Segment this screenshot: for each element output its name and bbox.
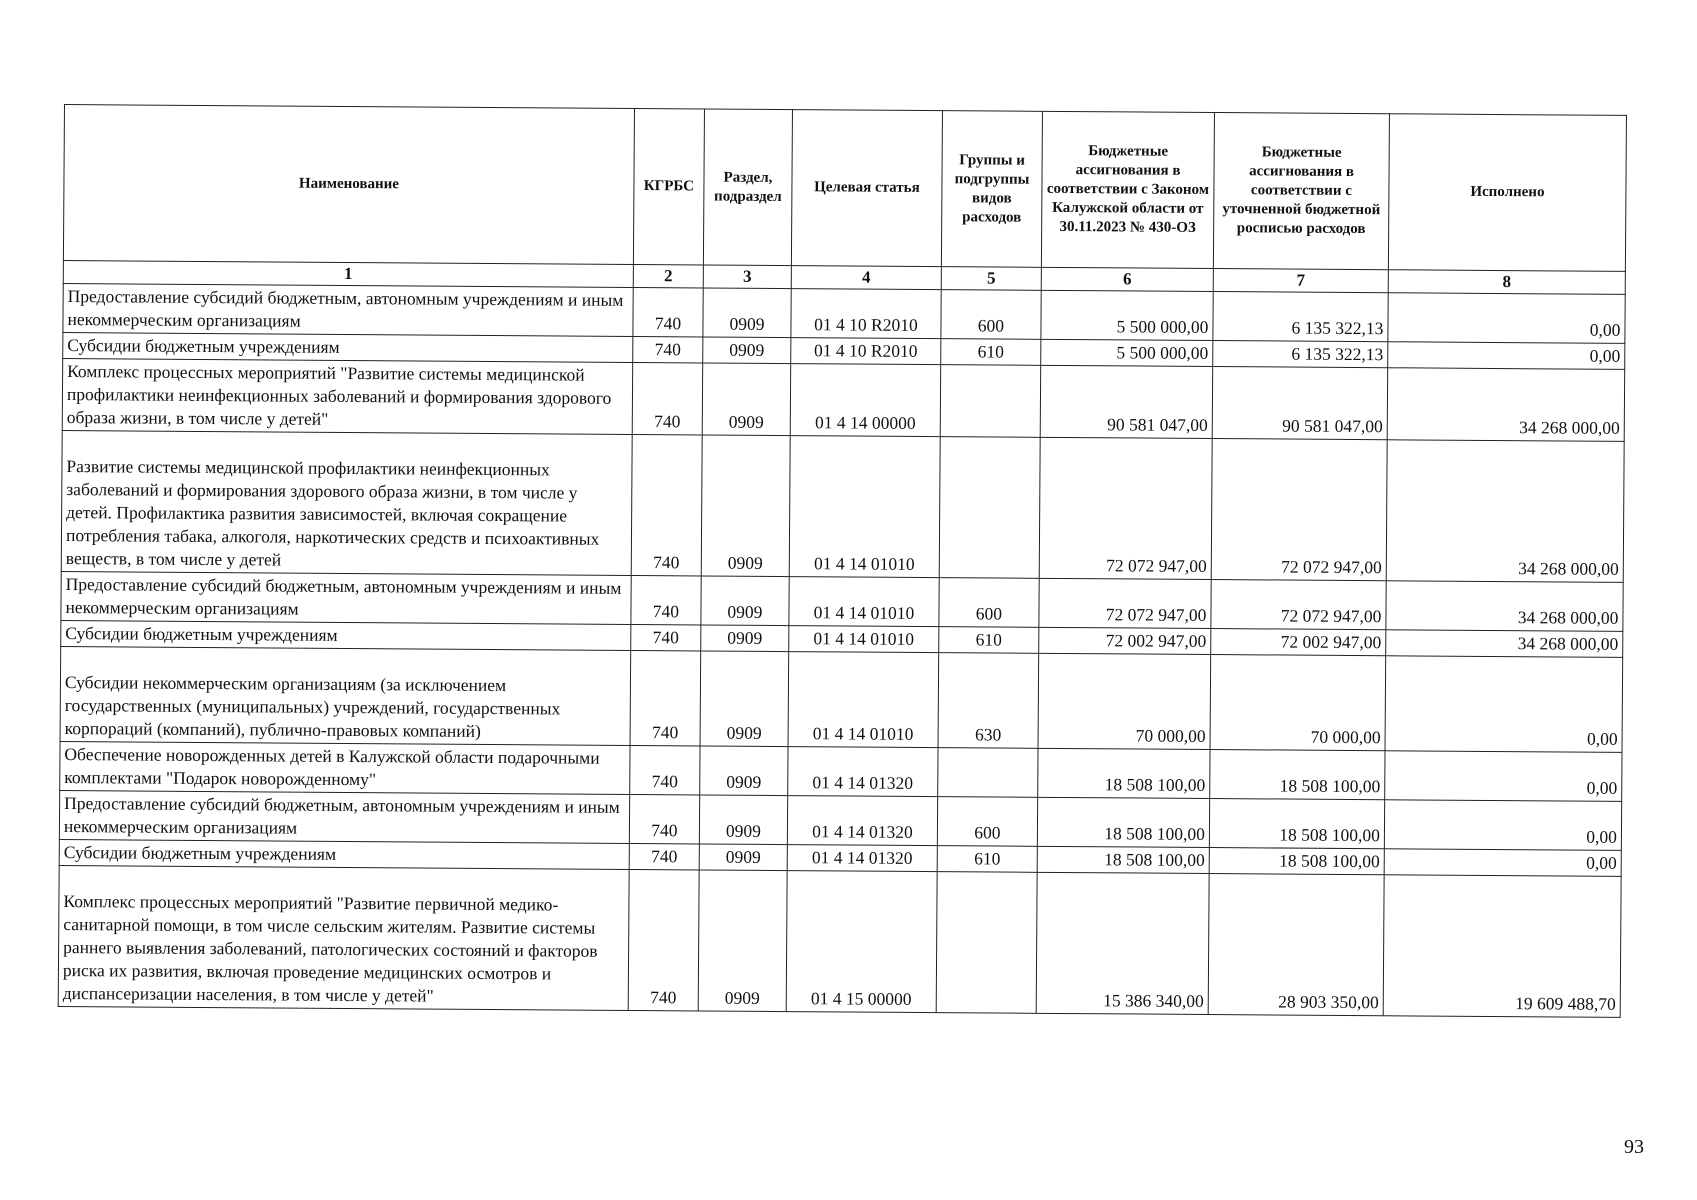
row-law-amount: 18 508 100,00 — [1038, 748, 1210, 798]
row-section: 0909 — [698, 870, 787, 1012]
header-name: Наименование — [63, 105, 634, 265]
row-law-amount: 70 000,00 — [1038, 653, 1211, 749]
column-number: 7 — [1213, 269, 1388, 293]
row-target: 01 4 14 01010 — [788, 652, 939, 748]
row-kgrbs: 740 — [631, 575, 701, 624]
row-refined-amount: 18 508 100,00 — [1209, 848, 1384, 875]
row-kgrbs: 740 — [631, 624, 701, 650]
row-executed-amount: 0,00 — [1384, 800, 1621, 851]
row-target: 01 4 14 01010 — [789, 626, 939, 653]
column-number: 6 — [1041, 267, 1213, 291]
row-group: 600 — [941, 290, 1041, 340]
row-law-amount: 72 072 947,00 — [1039, 578, 1211, 628]
row-section: 0909 — [700, 746, 788, 796]
row-group: 610 — [941, 339, 1041, 366]
row-group: 600 — [937, 797, 1037, 847]
header-section: Раздел, подраздел — [703, 109, 792, 266]
header-row — [63, 105, 1626, 272]
row-executed-amount: 0,00 — [1385, 751, 1622, 802]
row-name: Субсидии бюджетным учреждениям — [59, 839, 629, 869]
row-law-amount: 90 581 047,00 — [1040, 365, 1212, 438]
row-target: 01 4 10 R2010 — [791, 338, 941, 365]
row-target: 01 4 14 01010 — [789, 577, 939, 627]
row-kgrbs: 740 — [630, 745, 700, 794]
row-refined-amount: 72 072 947,00 — [1211, 439, 1387, 581]
row-name: Субсидии некоммерческим организациям (за исключением государственных (муниципальных) учреждений, государственных корпораций (компаний), публично-правовых компаний) — [60, 646, 631, 745]
row-law-amount: 18 508 100,00 — [1037, 846, 1209, 873]
row-target: 01 4 10 R2010 — [791, 289, 941, 339]
table-row — [62, 358, 1624, 441]
row-group — [936, 872, 1037, 1014]
row-name: Предоставление субсидий бюджетным, автономным учреждениям и иным некоммерческим организациям — [61, 571, 631, 624]
row-section: 0909 — [701, 435, 790, 577]
row-target: 01 4 14 01320 — [788, 747, 938, 797]
row-name: Предоставление субсидий бюджетным, автономным учреждениям и иным некоммерческим организациям — [59, 790, 629, 843]
row-target: 01 4 14 01320 — [787, 796, 937, 846]
row-law-amount: 5 500 000,00 — [1041, 339, 1213, 366]
column-number: 2 — [633, 264, 703, 287]
row-section: 0909 — [699, 795, 787, 845]
column-number: 1 — [63, 260, 633, 287]
row-executed-amount: 0,00 — [1388, 293, 1625, 344]
row-executed-amount: 34 268 000,00 — [1386, 630, 1623, 658]
row-refined-amount: 18 508 100,00 — [1209, 799, 1384, 849]
row-refined-amount: 72 072 947,00 — [1211, 580, 1386, 630]
row-executed-amount: 0,00 — [1384, 849, 1621, 877]
page-number: 93 — [1624, 1136, 1644, 1158]
column-number: 8 — [1388, 270, 1625, 295]
row-refined-amount: 72 002 947,00 — [1211, 629, 1386, 656]
row-section: 0909 — [702, 363, 791, 436]
column-number: 4 — [791, 266, 941, 290]
row-refined-amount: 28 903 350,00 — [1208, 874, 1384, 1016]
row-kgrbs: 740 — [633, 287, 703, 336]
column-number: 5 — [941, 267, 1041, 291]
header-group: Группы и подгруппы видов расходов — [941, 111, 1042, 268]
header-kgrbs: КГРБС — [633, 108, 704, 264]
row-executed-amount: 34 268 000,00 — [1386, 440, 1624, 583]
row-refined-amount: 6 135 322,13 — [1213, 292, 1388, 342]
table-row — [58, 865, 1621, 1017]
row-executed-amount: 34 268 000,00 — [1386, 581, 1623, 632]
row-group: 610 — [937, 846, 1037, 873]
header-refined: Бюджетные ассигнования в соответствии с уточненной бюджетной росписью расходов — [1213, 113, 1389, 270]
row-target: 01 4 14 00000 — [790, 364, 940, 437]
row-name: Комплекс процессных мероприятий "Развитие системы медицинской профилактики неинфекционных заболеваний и формирования здорового образа жизни, в том числе у детей" — [62, 358, 632, 434]
header-law: Бюджетные ассигнования в соответствии с Законом Калужской области от 30.11.2023 № 430-ОЗ — [1041, 111, 1214, 268]
row-group — [938, 748, 1038, 798]
row-name: Субсидии бюджетным учреждениям — [61, 620, 631, 650]
row-executed-amount: 0,00 — [1388, 342, 1625, 370]
row-kgrbs: 740 — [628, 869, 699, 1010]
row-executed-amount: 19 609 488,70 — [1383, 875, 1621, 1018]
column-number: 3 — [703, 265, 791, 289]
row-section: 0909 — [703, 337, 791, 364]
header-target: Целевая статья — [791, 110, 942, 267]
row-target: 01 4 14 01320 — [787, 845, 937, 872]
row-group: 630 — [938, 653, 1039, 749]
row-executed-amount: 34 268 000,00 — [1387, 368, 1624, 442]
row-name: Развитие системы медицинской профилактики неинфекционных заболеваний и формирования здорового образа жизни, в том числе у детей. Профилактика развития зависимостей, включая сокращение потребления табака, алкоголя, наркотических средств и психоактивных веществ, в том числе у детей — [61, 430, 632, 575]
row-kgrbs: 740 — [629, 794, 699, 843]
header-executed: Исполнено — [1388, 114, 1626, 272]
row-law-amount: 5 500 000,00 — [1041, 290, 1213, 340]
row-executed-amount: 0,00 — [1385, 656, 1623, 753]
row-target: 01 4 15 00000 — [786, 871, 937, 1013]
row-target: 01 4 14 01010 — [789, 436, 940, 578]
row-kgrbs: 740 — [633, 336, 703, 362]
row-name: Субсидии бюджетным учреждениям — [63, 332, 633, 362]
row-kgrbs: 740 — [632, 362, 703, 434]
row-section: 0909 — [700, 651, 789, 747]
row-kgrbs: 740 — [630, 650, 701, 745]
row-law-amount: 72 002 947,00 — [1039, 627, 1211, 654]
row-name: Обеспечение новорожденных детей в Калужской области подарочными комплектами "Подарок новорожденному" — [60, 741, 630, 794]
row-group: 600 — [939, 578, 1039, 628]
row-group — [939, 437, 1040, 579]
row-law-amount: 18 508 100,00 — [1037, 797, 1209, 847]
row-refined-amount: 90 581 047,00 — [1212, 367, 1387, 440]
row-refined-amount: 6 135 322,13 — [1213, 341, 1388, 368]
table-row — [61, 430, 1624, 582]
row-law-amount: 72 072 947,00 — [1039, 437, 1212, 579]
budget-table — [58, 104, 1627, 1018]
row-section: 0909 — [701, 576, 789, 626]
row-kgrbs: 740 — [631, 434, 702, 575]
row-section: 0909 — [699, 844, 787, 871]
table-row — [60, 646, 1623, 752]
row-name: Предоставление субсидий бюджетным, автономным учреждениям и иным некоммерческим организациям — [63, 283, 633, 336]
row-group — [940, 365, 1041, 438]
row-section: 0909 — [703, 288, 791, 338]
row-law-amount: 15 386 340,00 — [1036, 872, 1209, 1014]
row-refined-amount: 18 508 100,00 — [1210, 750, 1385, 800]
row-section: 0909 — [701, 625, 789, 652]
row-refined-amount: 70 000,00 — [1210, 655, 1386, 751]
row-name: Комплекс процессных мероприятий "Развитие первичной медико-санитарной помощи, в том числе сельским жителям. Развитие системы раннего выявления заболеваний, патологических состояний и факторов риска их развития, включая проведение медицинских осмотров и диспансеризации населения, в том числе у детей" — [58, 865, 629, 1010]
row-kgrbs: 740 — [629, 843, 699, 869]
row-group: 610 — [939, 627, 1039, 654]
